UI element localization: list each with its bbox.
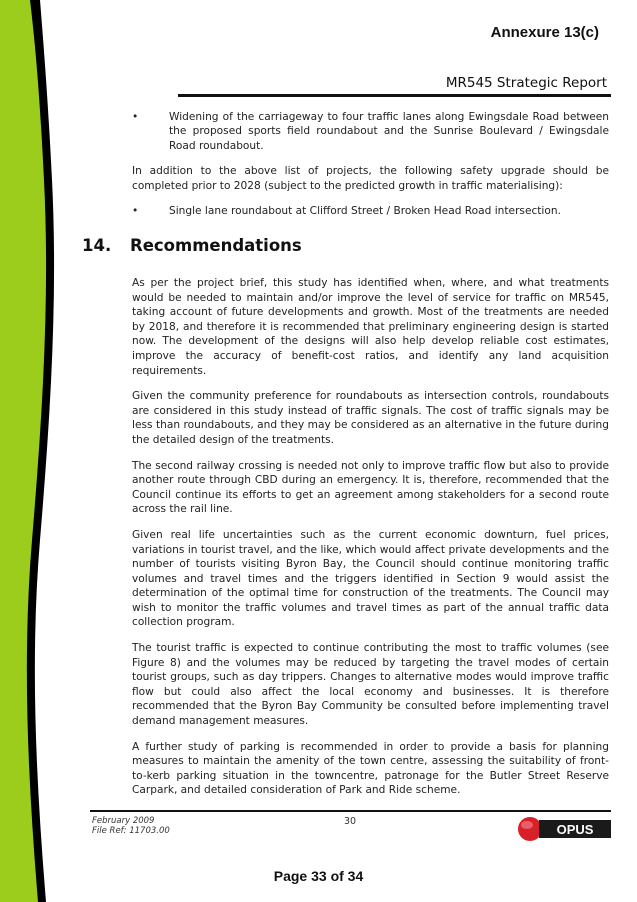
bullet-item bbox=[132, 110, 609, 153]
body-paragraph: The tourist traffic is expected to continue contributing the most to traffic volumes (see Figure 8) and the volumes may be reduced by targeting the travel modes of certain tourist groups, such as day trippers. Changes to alternative modes would improve traffic flow but could also affect the local economy and businesses. It is therefore recommended that the Byron Bay Community be consulted before implementing travel demand management measures. bbox=[132, 642, 609, 728]
section-title: Recommendations bbox=[130, 236, 302, 255]
intro-content bbox=[132, 110, 609, 229]
bullet-symbol: • bbox=[132, 111, 139, 123]
decorative-side-wave bbox=[0, 0, 80, 902]
opus-logo bbox=[517, 816, 611, 842]
footer-meta bbox=[92, 816, 170, 836]
annexure-label: Annexure 13(c) bbox=[490, 24, 599, 41]
section-heading bbox=[82, 236, 302, 255]
body-paragraph: A further study of parking is recommended in order to provide a basis for planning measures to maintain the amenity of the town centre, assessing the suitability of front-to-kerb parking situation in the towncentre, patronage for the Butler Street Reserve Carpark, and detailed consideration of Park and Ride scheme. bbox=[132, 740, 609, 797]
footer-file-ref: File Ref: 11703.00 bbox=[92, 826, 170, 836]
bullet-text: Single lane roundabout at Clifford Street / Broken Head Road intersection. bbox=[169, 205, 561, 218]
page-count: Page 33 of 34 bbox=[273, 868, 364, 884]
footer-page-number: 30 bbox=[344, 816, 357, 827]
intro-paragraph: In addition to the above list of projects, the following safety upgrade should be completed prior to 2028 (subject to the predicted growth in traffic materialising): bbox=[132, 165, 609, 192]
bullet-symbol: • bbox=[132, 205, 139, 218]
report-title: MR545 Strategic Report bbox=[445, 75, 607, 91]
recommendations-body bbox=[132, 276, 609, 809]
opus-logo-text: OPUS bbox=[556, 822, 594, 837]
header-divider bbox=[178, 94, 611, 97]
footer-date: February 2009 bbox=[92, 816, 155, 826]
body-paragraph: As per the project brief, this study has identified when, where, and what treatments would be needed to maintain and/or improve the level of service for traffic on MR545, taking account of future developments and growth. Most of the treatments are needed by 2018, and therefore it is recommended that preliminary engineering design is started now. The development of the designs will also help develop reliable cost estimates, improve the accuracy of benefit-cost ratios, and identify any land acquisition requirements. bbox=[132, 277, 609, 377]
bullet-text: Widening of the carriageway to four traffic lanes along Ewingsdale Road between the proposed sports field roundabout and the Sunrise Boulevard / Ewingsdale Road roundabout. bbox=[169, 111, 609, 152]
bullet-item bbox=[132, 204, 609, 218]
body-paragraph: The second railway crossing is needed not only to improve traffic flow but also to provide another route through CBD during an emergency. It is, therefore, recommended that the Council continue its efforts to get an agreement among stakeholders for a second route across the rail line. bbox=[132, 459, 609, 516]
section-number: 14. bbox=[82, 236, 112, 255]
footer-divider bbox=[90, 810, 611, 812]
body-paragraph: Given the community preference for roundabouts as intersection controls, roundabouts are considered in this study instead of traffic signals. The cost of traffic signals may be less than roundabouts, and they may be considered as an alternative in the future during the detailed design of the treatments. bbox=[132, 390, 609, 446]
body-paragraph: Given real life uncertainties such as the current economic downturn, fuel prices, variations in tourist travel, and the like, which would affect private developments and the number of tourists visiting Byron Bay, the Council should continue monitoring traffic volumes and travel times and the triggers identified in Section 9 would assist the determination of the optimal time for construction of the treatments. The Council may wish to monitor the traffic volumes and travel times as part of the annual traffic data collection program. bbox=[132, 528, 609, 629]
